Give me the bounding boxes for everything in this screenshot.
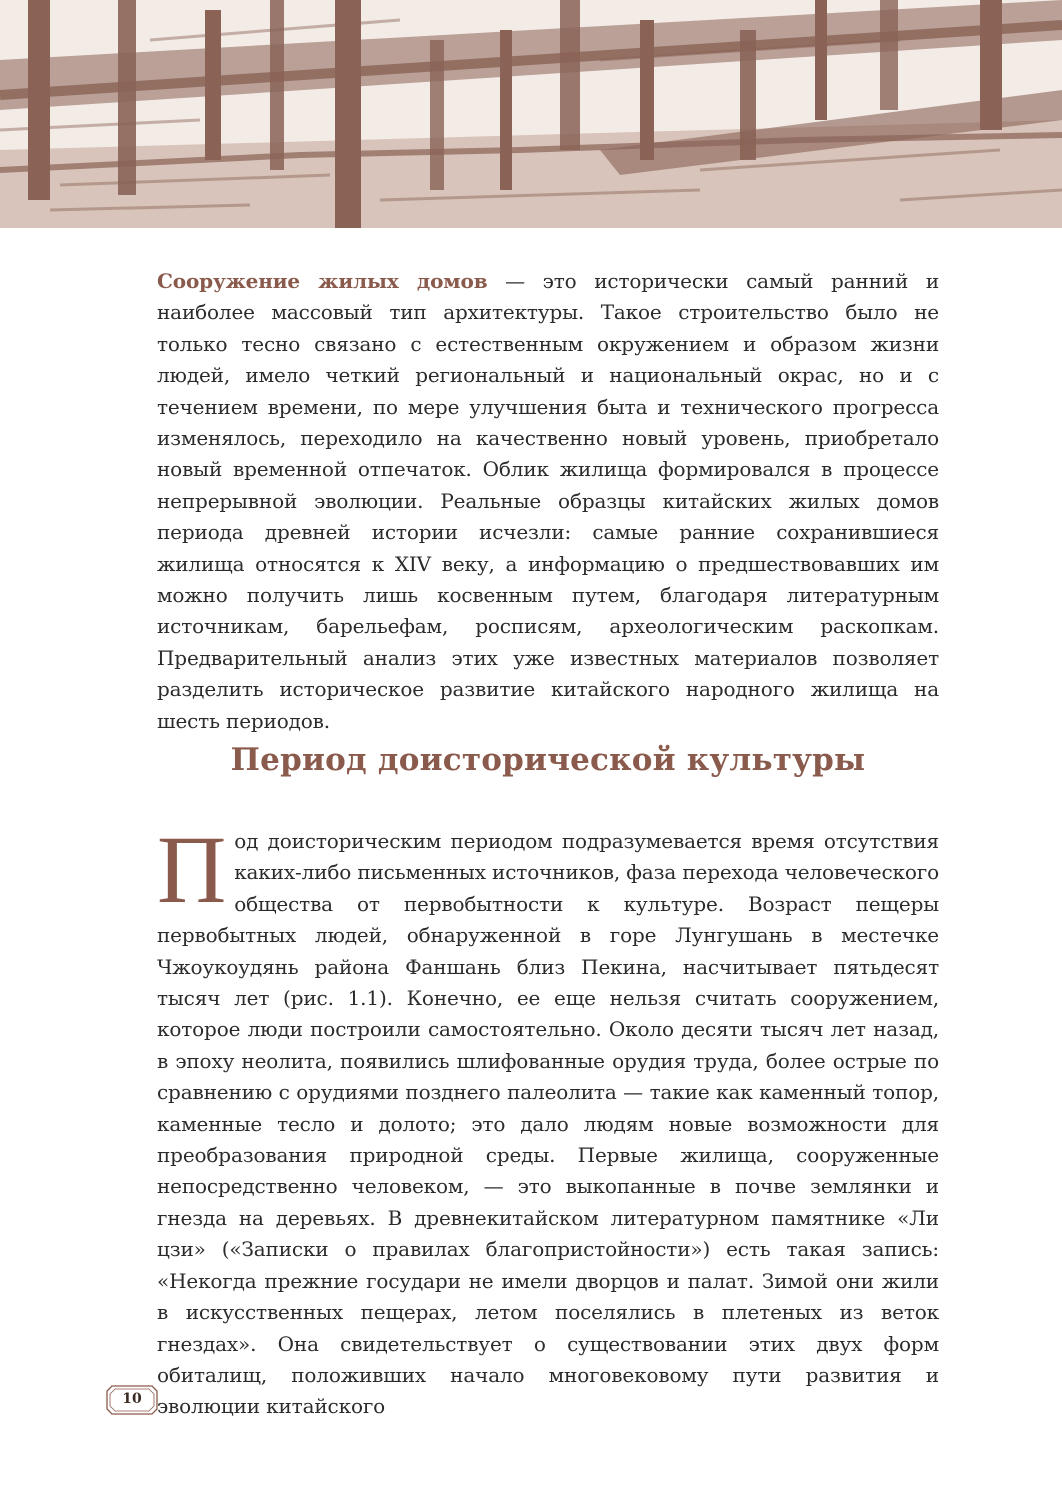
section-text: од доисторическим периодом подразумевается время отсутствия каких-либо письменных источников, фаза перехода человеческого общества от первобытности к культуре. Возраст пещеры первобытных людей, обнаруженной в горе Лунгушань в местечке Чжоукоудянь района Фаншань близ Пекина, насчитывает пятьдесят тысяч лет (рис. 1.1). Конечно, ее еще нельзя считать сооружением, которое люди построили самостоятельно. Около десяти тысяч лет назад, в эпоху неолита, появились шлифованные орудия труда, более острые по сравнению с орудиями позднего палеолита — такие как каменный топор, каменные тесло и долото; это дало людям новые возможности для преобразования природной среды. Первые жилища, сооруженные непосредственно человеком, — это выкопанные в почве землянки и гнезда на деревьях. В древнекитайском литературном памятнике «Ли цзи» («Записки о правилах благопристойности») есть такая запись: «Некогда прежние государи не имели дворцов и палат. Зимой они жили в искусственных пещерах, летом поселялись в плетеных из веток гнездах». Она свидетельствует о существовании этих двух форм обиталищ, положивших начало многовековому пути развития и эволюции китайского: [157, 829, 939, 1419]
intro-paragraph-block: [157, 266, 939, 737]
intro-paragraph: [157, 266, 939, 737]
section-paragraph-block: [157, 816, 939, 1423]
page-number-badge: [106, 1385, 158, 1415]
intro-lead-term: Сооружение жилых домов: [157, 269, 488, 293]
drop-cap: П: [157, 816, 227, 923]
section-paragraph: [157, 816, 939, 1423]
header-illustration: [0, 0, 1062, 228]
intro-text: — это исторически самый ранний и наиболее массовый тип архитектуры. Такое строительство было не только тесно связано с естественным окружением и образом жизни людей, имело четкий региональный и национальный окрас, но и с течением времени, по мере улучшения быта и технического прогресса изменялось, переходило на качественно новый уровень, приобретало новый временной отпечаток. Облик жилища формировался в процессе непрерывной эволюции. Реальные образцы китайских жилых домов периода древней истории исчезли: самые ранние сохранившиеся жилища относятся к XIV веку, а информацию о предшествовавших им можно получить лишь косвенным путем, благодаря литературным источникам, барельефам, росписям, археологическим раскопкам. Предварительный анализ этих уже известных материалов позволяет разделить историческое развитие китайского народного жилища на шесть периодов.: [157, 269, 939, 733]
section-title: Период доисторической культуры: [230, 742, 866, 778]
dwelling-engraving-image: [0, 0, 1062, 228]
page-number: 10: [122, 1391, 142, 1407]
